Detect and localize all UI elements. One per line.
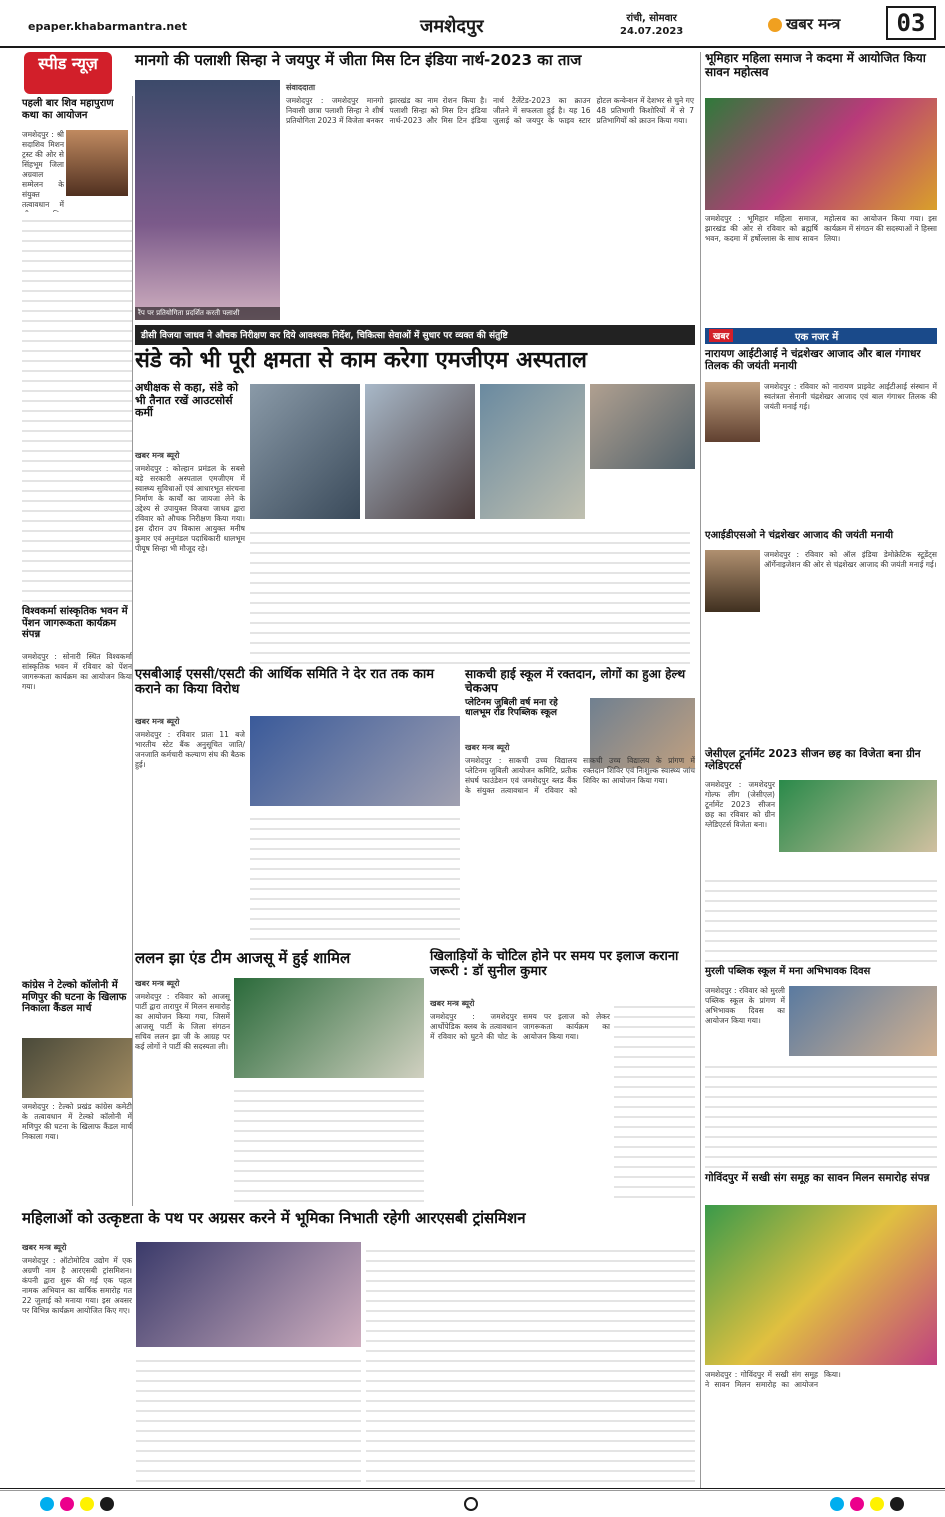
mgm-body-block: [135, 450, 245, 662]
naturo-body-block: [764, 382, 937, 530]
tournament-body: जमशेदपुर : जमशेदपुर गोल्फ लीग (जेसीएल) टूर्नामेंट 2023 सीजन छह का रविवार को ग्रीन ग्लेडिएटर्स विजेता बना।: [705, 780, 775, 829]
ek-nazar-banner: [705, 328, 937, 344]
tournament-headline: जेसीएल टूर्नामेंट 2023 सीजन छह का विजेता बना ग्रीन ग्लेडिएटर्स: [705, 748, 921, 773]
lalan-headline-block: [135, 950, 425, 974]
vishwakarma-headline: विश्वकर्मा सांस्कृतिक भवन में पेंशन जागरूकता कार्यक्रम संपन्न: [22, 606, 128, 640]
dateline: [620, 12, 683, 38]
absu-body-block: [764, 550, 937, 745]
murli-photo: [789, 986, 937, 1056]
sakchi-subhead-block: [465, 698, 585, 738]
bhumihar-body: जमशेदपुर : भूमिहार महिला समाज, झारखंड की ओर से रविवार को ब्रह्मर्षि भवन, कदमा में हर्षोल्लास के साथ सावन महोत्सव का आयोजन किया गया। इस कार्यक्रम में संगठन की सदस्याओं ने हिस्सा लिया।: [705, 214, 937, 243]
vishwakarma-body-block: [22, 652, 132, 902]
sakchi-subhead: प्लेटिनम जुबिली वर्ष मना रहे धालभूम रोड रिपब्लिक स्कूल: [465, 698, 558, 719]
ek-nazar-label: एक नजर में: [795, 332, 839, 343]
scst-body-block: [135, 716, 245, 946]
scst-body: जमशेदपुर : रविवार प्रातः 11 बजे भारतीय स्टेट बैंक अनुसूचित जाति/जनजाति कर्मचारी कल्याण संघ की बैठक हुई।: [135, 730, 245, 769]
govindpur-body-block: [705, 1370, 937, 1485]
shiv-katha-headline: पहली बार शिव महापुराण कथा का आयोजन: [22, 98, 114, 121]
speed-news-logo: स्पीड न्यूज़: [24, 52, 112, 94]
city-heading: जमशेदपुर: [420, 16, 484, 37]
sports-body: जमशेदपुर : जमशेदपुर आर्थोपेडिक क्लब के तत्वावधान में रविवार को घुटने की चोट के समय पर इलाज को लेकर जागरूकता कार्यक्रम का आयोजन किया गया।: [430, 1012, 610, 1041]
manipur-body-block: [22, 1102, 132, 1202]
rsb-headline: महिलाओं को उत्कृष्टता के पथ पर अग्रसर करने में भूमिका निभाती रहेगी आरएसबी ट्रांसमिशन: [22, 1209, 526, 1227]
brand-logo-icon: [768, 18, 782, 32]
lalan-photo: [234, 978, 424, 1078]
mgm-subhead-block: [135, 382, 245, 442]
pageant-body-block: [286, 82, 694, 320]
manipur-headline: कांग्रेस ने टेल्को कॉलोनी में मणिपुर की घटना के खिलाफ निकाला कैंडल मार्च: [22, 980, 127, 1014]
manipur-photo: [22, 1038, 132, 1098]
murli-headline-block: [705, 966, 937, 984]
sports-headline-block: [430, 950, 695, 994]
scst-headline: एसबीआई एससी/एसटी की आर्थिक समिति ने देर रात तक काम कराने का किया विरोध: [135, 667, 434, 697]
black-dot-icon-right: [890, 1497, 904, 1511]
lalan-headline: ललन झा एंड टीम आजसू में हुई शामिल: [135, 949, 351, 967]
pageant-headline: मानगो की पलाशी सिन्हा ने जयपुर में जीता मिस टिन इंडिया नार्थ-2023 का ताज: [135, 51, 582, 69]
mgm-headline-block: [135, 348, 695, 378]
govindpur-photo: [705, 1205, 937, 1365]
tournament-photo: [779, 780, 937, 852]
crosshair-icon: [464, 1497, 478, 1511]
mgm-byline: खबर मन्त्र ब्यूरो: [135, 451, 180, 460]
rsb-body-continued-2: [366, 1242, 695, 1486]
naturo-headline-block: [705, 348, 937, 380]
footer-rule: [0, 1488, 945, 1489]
sakchi-headline: साकची हाई स्कूल में रक्तदान, लोगों का हुआ हेल्थ चेकअप: [465, 667, 686, 695]
mgm-photo-1: [250, 384, 360, 519]
govindpur-headline-block: [705, 1172, 937, 1202]
lalan-body: जमशेदपुर : रविवार को आजसू पार्टी द्वारा तारापुर में मिलन समारोह का आयोजन किया गया, जिसमें आजसू पार्टी के जिला संगठन सचिव ललन झा जी के आग्रह पर कई लोगों ने पार्टी की सदस्यता ली।: [135, 992, 230, 1051]
shiv-katha-photo: [66, 130, 128, 196]
vishwakarma-headline-block: [22, 606, 132, 650]
vishwakarma-body: जमशेदपुर : सोनारी स्थित विश्वकर्मा सांस्कृतिक भवन में रविवार को पेंशन जागरूकता कार्यक्रम का आयोजन किया गया।: [22, 652, 132, 691]
column-divider-right: [700, 52, 701, 1488]
masthead: [0, 0, 945, 48]
site-url[interactable]: epaper.khabarmantra.net: [28, 20, 187, 33]
shiv-katha-body-continued: [22, 212, 132, 602]
tournament-headline-block: [705, 748, 937, 778]
scst-byline: खबर मन्त्र ब्यूरो: [135, 717, 180, 726]
naturo-body: जमशेदपुर : रविवार को नारायण प्राइवेट आईटीआई संस्थान में स्वतंत्रता सेनानी चंद्रशेखर आजाद एवं बाल गंगाधर तिलक की जयंती मनाई गई।: [764, 382, 937, 411]
sports-body-block: [430, 998, 610, 1203]
sakchi-headline-block: [465, 668, 695, 694]
govindpur-body: जमशेदपुर : गोविंदपुर में सखी संग समूह ने सावन मिलन समारोह का आयोजन किया।: [705, 1370, 841, 1389]
bhumihar-headline-block: [705, 52, 937, 96]
murli-body-continued: [705, 1058, 937, 1168]
ek-nazar-khabar: खबर: [709, 329, 733, 342]
issue-date: 24.07.2023: [620, 26, 684, 37]
cyan-dot-icon: [40, 1497, 54, 1511]
scst-headline-block: [135, 668, 460, 712]
pageant-photo: [135, 80, 280, 320]
mgm-photo-2: [365, 384, 475, 519]
mgm-body: जमशेदपुर : कोल्हान प्रमंडल के सबसे बड़े सरकारी अस्पताल एमजीएम में स्वास्थ्य सुविधाओं एवं आधारभूत संरचना निर्माण के कार्यों का जायजा लेने के उद्देश्य से उपायुक्त विजया जाधव द्वारा रविवार को औचक निरीक्षण किया गया। इस दौरान उप विकास आयुक्त मनीष कुमार एवं अनुमंडल पदाधिकारी धालभूम पीयूष सिन्हा भी मौजूद रहे।: [135, 464, 245, 553]
column-divider-left: [132, 96, 133, 1206]
sports-headline: खिलाड़ियों के चोटिल होने पर समय पर इलाज कराना जरूरी : डॉ सुनील कुमार: [430, 949, 679, 979]
lalan-body-continued: [234, 1082, 424, 1202]
pageant-photo-caption: रैंप पर प्रतियोगिता प्रदर्शित करती पलाशी: [135, 307, 280, 320]
brand-text: खबर मन्त्र: [786, 15, 841, 33]
absu-photo: [705, 550, 760, 612]
pageant-headline-block: [135, 52, 695, 76]
scst-body-continued: [250, 810, 460, 945]
absu-headline: एआईडीएसओ ने चंद्रशेखर आजाद की जयंती मनायी: [705, 530, 894, 541]
govindpur-headline: गोविंदपुर में सखी संग समूह का सावन मिलन समारोह संपन्न: [705, 1172, 930, 1184]
naturo-photo: [705, 382, 760, 442]
bhumihar-headline: भूमिहार महिला समाज ने कदमा में आयोजित किया सावन महोत्सव: [705, 51, 926, 79]
pageant-byline: संवाददाता: [286, 83, 316, 92]
sakchi-body-block: [465, 742, 695, 946]
yellow-dot-icon: [80, 1497, 94, 1511]
mgm-body-continued: [250, 524, 690, 664]
page-number: 03: [886, 6, 936, 40]
lalan-body-block: [135, 978, 230, 1203]
yellow-dot-icon-right: [870, 1497, 884, 1511]
rsb-headline-block: [22, 1210, 695, 1238]
sakchi-body: जमशेदपुर : साकची उच्च विद्यालय प्लेटिनम जुबिली आयोजन कमिटि, प्रतीक संघर्ष फाउंडेशन एवं जमशेदपुर ब्लड बैंक के संयुक्त तत्वावधान में रविवार को साकची उच्च विद्यालय के प्रांगण में रक्तदान शिविर एवं निःशुल्क स्वास्थ्य जांच शिविर का आयोजन किया गया।: [465, 756, 695, 795]
brand-name: [768, 14, 840, 34]
shiv-katha-body-start: [22, 130, 64, 210]
magenta-dot-icon-right: [850, 1497, 864, 1511]
magenta-dot-icon: [60, 1497, 74, 1511]
tournament-body-continued: [705, 872, 937, 964]
shiv-katha-body: जमशेदपुर : श्री सदाशिव मिशन ट्रस्ट की ओर से सिंहभूम जिला अग्रवाल सम्मेलन के संयुक्त तत्वावधान में: [22, 130, 64, 209]
print-registration-strip: [0, 1490, 945, 1517]
lalan-byline: खबर मन्त्र ब्यूरो: [135, 979, 180, 988]
murli-body: जमशेदपुर : रविवार को मुरली पब्लिक स्कूल के प्रांगण में अभिभावक दिवस का आयोजन किया गया।: [705, 986, 785, 1025]
manipur-headline-block: [22, 980, 132, 1036]
rsb-body-continued-1: [136, 1352, 361, 1486]
absu-body: जमशेदपुर : रविवार को ऑल इंडिया डेमोक्रेटिक स्टूडेंट्स ऑर्गेनाइजेशन की ओर से चंद्रशेखर आजाद की जयंती मनाई गई।: [764, 550, 937, 569]
absu-headline-block: [705, 530, 937, 548]
sakchi-byline: खबर मन्त्र ब्यूरो: [465, 743, 510, 752]
sports-body-continued: [614, 998, 695, 1203]
rsb-body-block: [22, 1242, 132, 1486]
rsb-photo: [136, 1242, 361, 1347]
mgm-subhead: अधीक्षक से कहा, संडे को भी तैनात रखें आउटसोर्स कर्मी: [135, 381, 239, 420]
mgm-headline: संडे को भी पूरी क्षमता से काम करेगा एमजीएम अस्पताल: [135, 348, 587, 373]
mgm-photo-3: [480, 384, 585, 519]
cyan-dot-icon-right: [830, 1497, 844, 1511]
murli-headline: मुरली पब्लिक स्कूल में मना अभिभावक दिवस: [705, 966, 871, 977]
scst-photo: [250, 716, 460, 806]
manipur-body: जमशेदपुर : टेल्को प्रखंड कांग्रेस कमेटी के तत्वावधान में टेल्को कॉलोनी में मणिपुर की घटना के खिलाफ कैंडल मार्च निकाला गया।: [22, 1102, 132, 1141]
black-dot-icon: [100, 1497, 114, 1511]
mgm-photo-4: [590, 384, 695, 469]
bhumihar-body-block: [705, 214, 937, 320]
naturo-headline: नारायण आईटीआई ने चंद्रशेखर आजाद और बाल गंगाधर तिलक की जयंती मनायी: [705, 348, 921, 373]
rsb-body: जमशेदपुर : ऑटोमोटिव उद्योग में एक अग्रणी नाम है आरएसबी ट्रांसमिशन। कंपनी द्वारा शुरू की गई एक पहल नामक अभियान का वार्षिक समारोह गत 22 जुलाई को मनाया गया। इस अवसर पर विभिन्न कार्यक्रम आयोजित किए गए।: [22, 1256, 132, 1315]
shiv-katha-headline-block: [22, 98, 132, 128]
rsb-byline: खबर मन्त्र ब्यूरो: [22, 1243, 67, 1252]
sports-byline: खबर मन्त्र ब्यूरो: [430, 999, 475, 1008]
mgm-strap: डीसी विजया जाधव ने औचक निरीक्षण कर दिये आवश्यक निर्देश, चिकित्सा सेवाओं में सुधार पर व्यक्त की संतुष्टि: [135, 325, 695, 345]
murli-body-block: [705, 986, 785, 1056]
place-day: रांची, सोमवार: [626, 13, 677, 24]
tournament-body-block: [705, 780, 775, 870]
bhumihar-photo: [705, 98, 937, 210]
pageant-body: जमशेदपुर : जमशेदपुर मानगो निवासी छात्रा पलाशी सिन्हा ने शीर्ष प्रतियोगिता 2023 में विजेता बनकर झारखंड का नाम रोशन किया है। पलाशी सिन्हा को मिस टिन इंडिया नार्थ-2023 और मिस टिन इंडिया नार्थ टैलेंटेड-2023 का क्राउन जीतने में सफलता हुई है। यह 16 जुलाई को जयपुर के फाइव स्टार होटल कन्वेन्शन में देशभर से चुने गए 48 प्रतिभागी किशोरियों में से 7 प्रतिभागियों को क्राउन किया गया।: [286, 96, 694, 125]
